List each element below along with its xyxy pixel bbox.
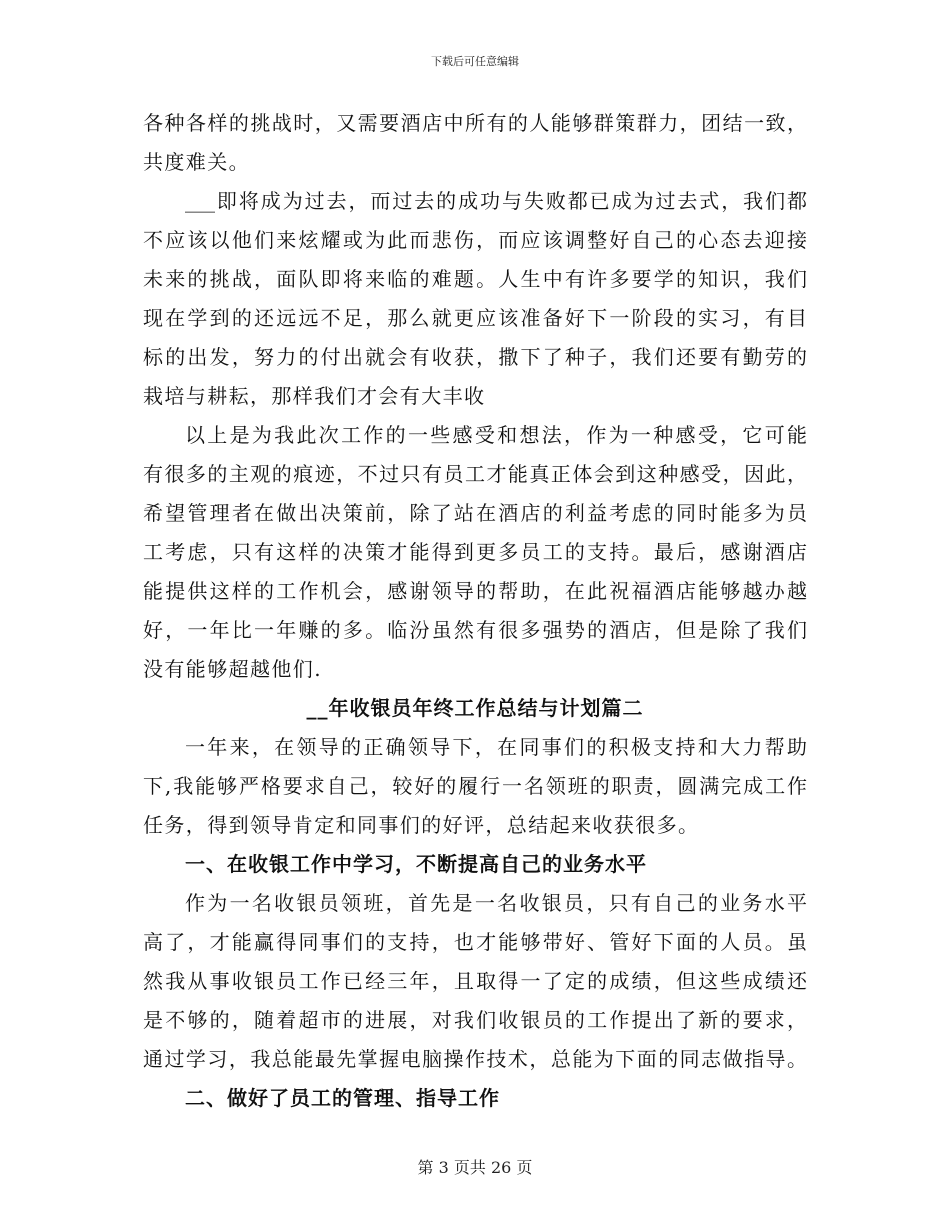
document-body bbox=[143, 104, 807, 1118]
text-line: 标的出发，努力的付出就会有收获，撒下了种子，我们还要有勤劳的 bbox=[143, 345, 807, 369]
text-line: 下,我能够严格要求自己，较好的履行一名领班的职责，圆满完成工作 bbox=[143, 774, 807, 798]
subsection-heading: 二、做好了员工的管理、指导工作 bbox=[185, 1086, 500, 1110]
text-line: 共度难关。 bbox=[143, 150, 250, 174]
text-line: 是不够的，随着超市的进展，对我们收银员的工作提出了新的要求， bbox=[143, 1008, 807, 1032]
text-line: 有很多的主观的痕迹，不过只有员工才能真正体会到这种感受，因此， bbox=[143, 462, 807, 486]
text-line: 高了，才能赢得同事们的支持，也才能够带好、管好下面的人员。虽 bbox=[143, 930, 807, 954]
text-line: 现在学到的还远远不足，那么就更应该准备好下一阶段的实习，有目 bbox=[143, 306, 807, 330]
text-line: 好，一年比一年赚的多。临汾虽然有很多强势的酒店，但是除了我们 bbox=[143, 618, 807, 642]
paragraph-start-line: 以上是为我此次工作的一些感受和想法，作为一种感受，它可能 bbox=[185, 423, 807, 447]
text-line: 希望管理者在做出决策前，除了站在酒店的利益考虑的同时能多为员 bbox=[143, 501, 807, 525]
text-line: 没有能够超越他们. bbox=[143, 657, 322, 681]
page-header-note: 下载后可任意编辑 bbox=[431, 55, 519, 68]
page-number: 第 3 页共 26 页 bbox=[417, 1158, 533, 1177]
section-title: __年收银员年终工作总结与计划篇二 bbox=[306, 696, 644, 720]
paragraph-start-line: ___即将成为过去，而过去的成功与失败都已成为过去式，我们都 bbox=[185, 189, 807, 213]
text-line: 未来的挑战，面队即将来临的难题。人生中有许多要学的知识，我们 bbox=[143, 267, 807, 291]
subsection-heading: 一、在收银工作中学习，不断提高自己的业务水平 bbox=[185, 852, 647, 876]
text-line: 栽培与耕耘，那样我们才会有大丰收 bbox=[143, 384, 486, 408]
text-line: 工考虑，只有这样的决策才能得到更多员工的支持。最后，感谢酒店 bbox=[143, 540, 807, 564]
text-line: 能提供这样的工作机会，感谢领导的帮助，在此祝福酒店能够越办越 bbox=[143, 579, 807, 603]
text-line: 各种各样的挑战时，又需要酒店中所有的人能够群策群力，团结一致， bbox=[143, 111, 807, 135]
paragraph-start-line: 作为一名收银员领班，首先是一名收银员，只有自己的业务水平 bbox=[185, 891, 807, 915]
text-line: 不应该以他们来炫耀或为此而悲伤，而应该调整好自己的心态去迎接 bbox=[143, 228, 807, 252]
text-line: 任务，得到领导肯定和同事们的好评，总结起来收获很多。 bbox=[143, 813, 700, 837]
paragraph-start-line: 一年来，在领导的正确领导下，在同事们的积极支持和大力帮助 bbox=[185, 735, 807, 759]
text-line: 通过学习，我总能最先掌握电脑操作技术，总能为下面的同志做指导。 bbox=[143, 1047, 807, 1071]
text-line: 然我从事收银员工作已经三年，且取得一了定的成绩，但这些成绩还 bbox=[143, 969, 807, 993]
